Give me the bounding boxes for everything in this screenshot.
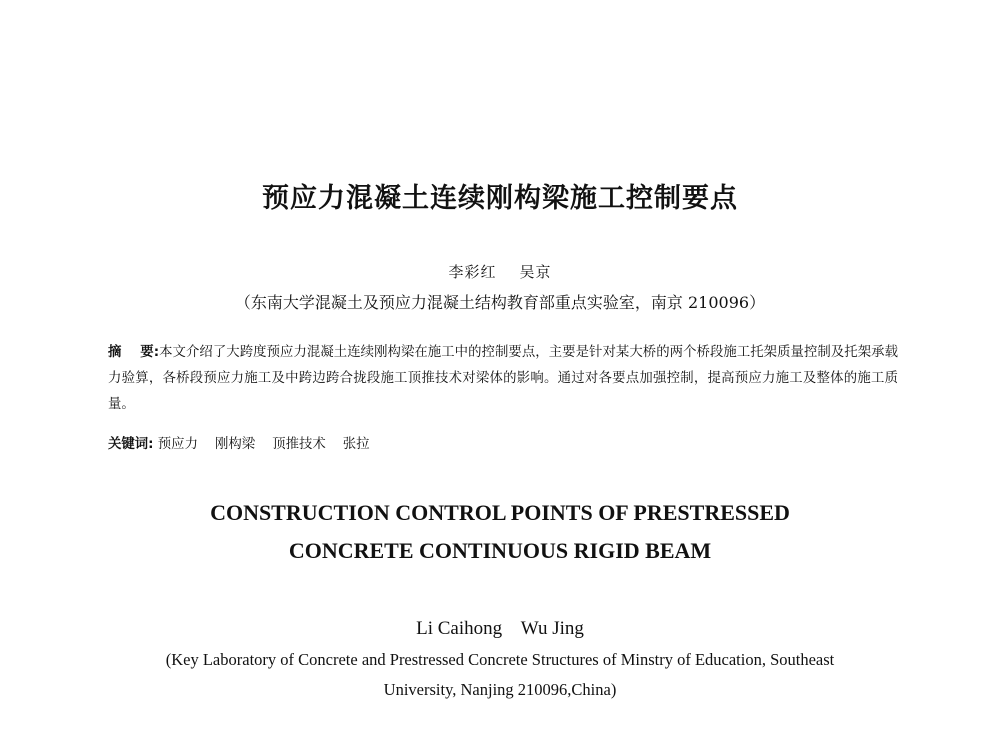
abstract-label: 摘 要: xyxy=(108,345,160,360)
chinese-title: 预应力混凝土连续刚构梁施工控制要点 xyxy=(262,183,738,214)
keyword: 预应力 xyxy=(157,437,198,452)
chinese-affiliation: （东南大学混凝土及预应力混凝土结构教育部重点实验室，南京 210096） xyxy=(234,293,766,312)
chinese-authors: 李彩红 吴京 xyxy=(448,263,552,281)
english-authors: Li Caihong Wu Jing xyxy=(416,618,584,639)
abstract-text: 本文介绍了大跨度预应力混凝土连续刚构梁在施工中的控制要点，主要是针对某大桥的两个桥段施工托架质量控制及托架承载力验算，各桥段预应力施工及中跨边跨合拢段施工顶推技术对梁体的影响。通过对各要点加强控制，提高预应力施工及整体的施工质量。 xyxy=(108,345,898,412)
keywords-label: 关键词: xyxy=(108,437,154,452)
english-affiliation-line-1: (Key Laboratory of Concrete and Prestressed Concrete Structures of Minstry of Education, Southeast xyxy=(165,650,835,669)
keyword: 刚构梁 xyxy=(215,437,256,452)
keyword: 张拉 xyxy=(342,437,370,452)
english-title-line-2: CONCRETE CONTINUOUS RIGID BEAM xyxy=(288,538,712,563)
keyword: 顶推技术 xyxy=(272,437,326,452)
chinese-keywords xyxy=(108,434,898,456)
english-affiliation-line-2: University, Nanjing 210096,China) xyxy=(383,680,617,699)
english-title-line-1: CONSTRUCTION CONTROL POINTS OF PRESTRESSED xyxy=(210,500,790,525)
chinese-abstract xyxy=(108,340,898,418)
